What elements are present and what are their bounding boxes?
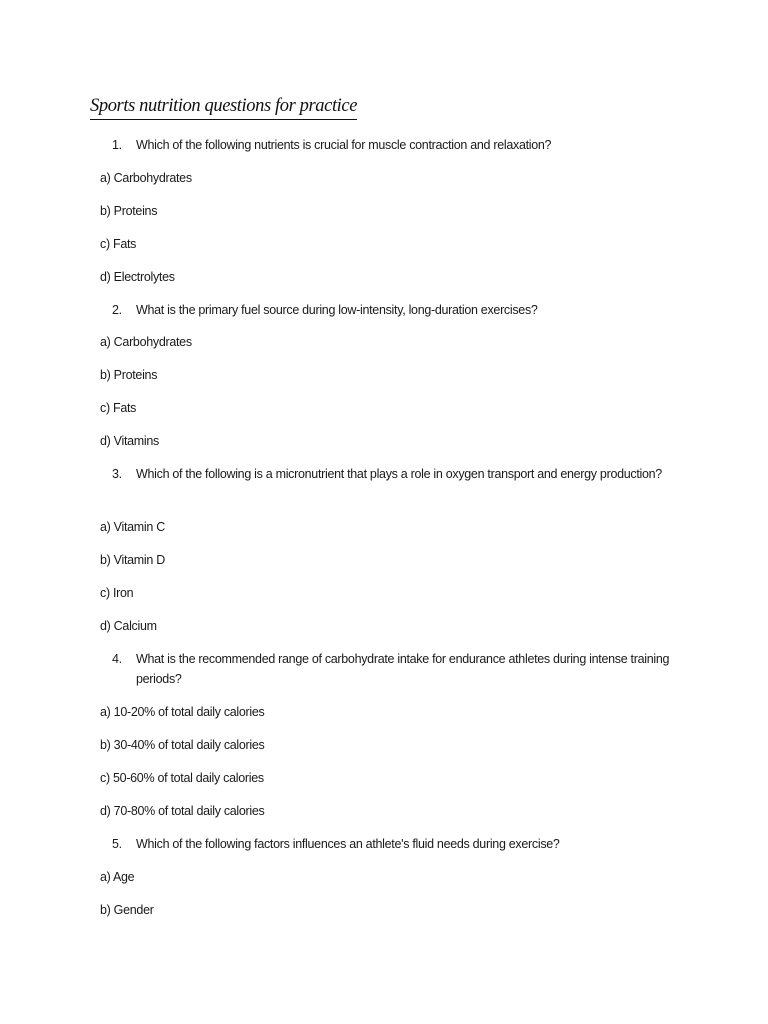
answer-option: b) Proteins <box>100 368 158 382</box>
answer-option: d) Electrolytes <box>100 270 175 284</box>
question-1 <box>112 135 682 155</box>
answer-option: a) Age <box>100 870 135 884</box>
question-text: What is the primary fuel source during low-intensity, long-duration exercises? <box>136 303 538 317</box>
question-text: Which of the following nutrients is crucial for muscle contraction and relaxation? <box>136 138 552 152</box>
question-number: 3. <box>112 467 122 481</box>
answer-option: b) Vitamin D <box>100 553 165 567</box>
question-3 <box>112 464 682 484</box>
question-2 <box>112 300 682 320</box>
answer-option: a) Vitamin C <box>100 520 165 534</box>
page-title: Sports nutrition questions for practice <box>90 94 357 120</box>
question-number: 5. <box>112 837 122 851</box>
question-number: 4. <box>112 652 122 666</box>
question-text: Which of the following is a micronutrient that plays a role in oxygen transport and energy production? <box>136 467 662 481</box>
answer-option: a) Carbohydrates <box>100 171 192 185</box>
answer-option: d) 70-80% of total daily calories <box>100 804 265 818</box>
answer-option: c) 50-60% of total daily calories <box>100 771 264 785</box>
question-number: 1. <box>112 138 122 152</box>
question-4 <box>112 649 682 689</box>
answer-option: d) Calcium <box>100 619 157 633</box>
answer-option: c) Fats <box>100 237 137 251</box>
answer-option: c) Fats <box>100 401 137 415</box>
answer-option: d) Vitamins <box>100 434 159 448</box>
answer-option: a) 10-20% of total daily calories <box>100 705 265 719</box>
question-text: What is the recommended range of carbohydrate intake for endurance athletes during intense training periods? <box>136 652 670 686</box>
answer-option: b) 30-40% of total daily calories <box>100 738 265 752</box>
answer-option: b) Proteins <box>100 204 158 218</box>
question-5 <box>112 834 682 854</box>
answer-option: c) Iron <box>100 586 134 600</box>
answer-option: b) Gender <box>100 903 154 917</box>
answer-option: a) Carbohydrates <box>100 335 192 349</box>
question-text: Which of the following factors influences an athlete's fluid needs during exercise? <box>136 837 560 851</box>
question-number: 2. <box>112 303 122 317</box>
